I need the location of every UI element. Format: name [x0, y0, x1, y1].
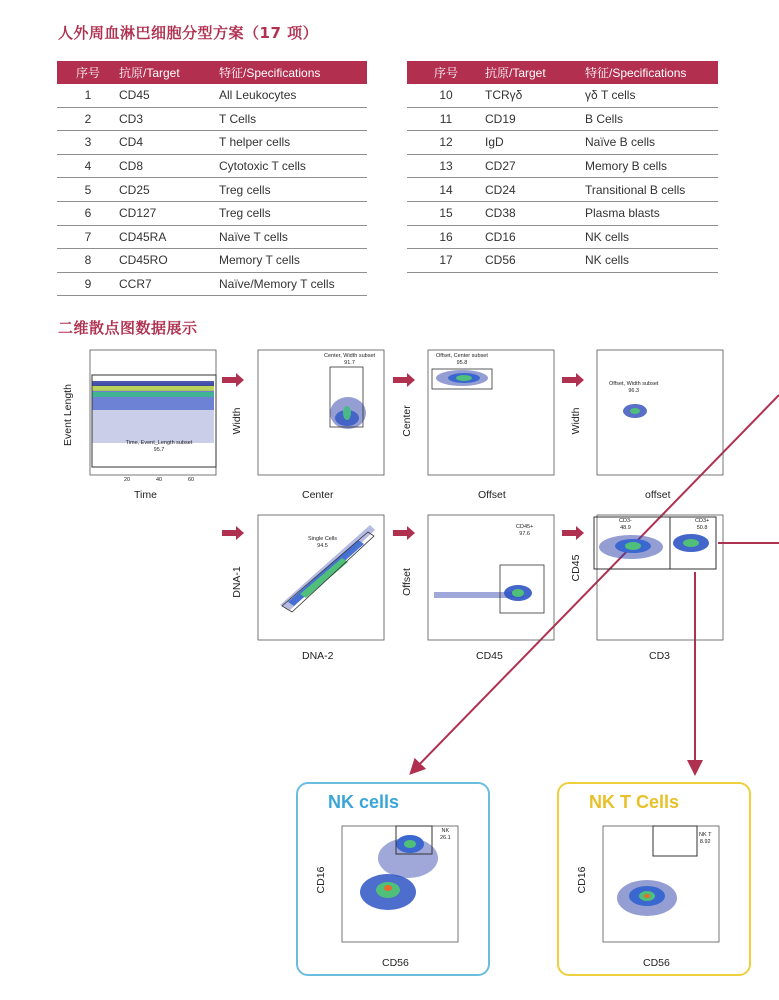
x-axis-label: offset: [645, 489, 671, 501]
plot-center-width: [230, 345, 390, 505]
cell-spec: Naïve/Memory T cells: [219, 272, 367, 296]
cell-target: CD25: [119, 178, 219, 202]
cell-spec: All Leukocytes: [219, 84, 367, 107]
x-axis-label: CD56: [382, 957, 409, 969]
gate-label: Center, Width subset 91.7: [324, 353, 376, 366]
cell-target: CD27: [485, 154, 585, 178]
cell-target: CD16: [485, 225, 585, 249]
cell-target: CD8: [119, 154, 219, 178]
cell-no: 15: [407, 201, 485, 225]
plot-cd3-cd45: [569, 510, 729, 670]
x-axis-label: DNA-2: [302, 650, 334, 662]
x-axis-label: CD56: [643, 957, 670, 969]
x-axis-label: CD45: [476, 650, 503, 662]
cell-no: 6: [57, 201, 119, 225]
gate-label: Single Cells 94.5: [308, 536, 338, 549]
plot-offset-width: [569, 345, 729, 505]
cell-spec: Plasma blasts: [585, 201, 718, 225]
x-tick: 20: [124, 477, 131, 483]
y-axis-label: Center: [401, 405, 413, 437]
col-target: 抗原/Target: [119, 61, 219, 84]
nk-cells-box: [296, 782, 490, 976]
cell-no: 8: [57, 249, 119, 273]
cell-spec: Treg cells: [219, 178, 367, 202]
gate-label: Time, Event_Length subset 95.7: [125, 440, 193, 453]
cell-spec: Memory B cells: [585, 154, 718, 178]
cell-spec: T Cells: [219, 107, 367, 131]
cell-spec: Memory T cells: [219, 249, 367, 273]
cell-spec: Naïve B cells: [585, 131, 718, 155]
y-axis-label: Offset: [401, 568, 413, 596]
cell-no: 16: [407, 225, 485, 249]
cell-target: CD45RA: [119, 225, 219, 249]
cell-no: 3: [57, 131, 119, 155]
gate-label: NK 26.1: [440, 828, 451, 841]
cell-no: 4: [57, 154, 119, 178]
cell-no: 10: [407, 84, 485, 107]
cell-spec: NK cells: [585, 225, 718, 249]
cell-target: CD38: [485, 201, 585, 225]
cell-no: 9: [57, 272, 119, 296]
cell-no: 11: [407, 107, 485, 131]
cell-target: CCR7: [119, 272, 219, 296]
gate-label: Offset, Center subset 95.8: [436, 353, 488, 366]
cell-target: CD4: [119, 131, 219, 155]
cell-spec: Transitional B cells: [585, 178, 718, 202]
cell-no: 1: [57, 84, 119, 107]
cell-no: 2: [57, 107, 119, 131]
cell-target: IgD: [485, 131, 585, 155]
nkt-cells-box: [557, 782, 751, 976]
y-axis-label: Width: [570, 407, 582, 435]
cell-no: 14: [407, 178, 485, 202]
cell-no: 13: [407, 154, 485, 178]
y-axis-label: Event Length: [62, 384, 74, 446]
cell-target: CD45: [119, 84, 219, 107]
cell-target: CD45RO: [119, 249, 219, 273]
gate-label: CD45+ 97.6: [516, 524, 534, 537]
cell-spec: NK cells: [585, 249, 718, 273]
cell-target: CD56: [485, 249, 585, 273]
cell-spec: B Cells: [585, 107, 718, 131]
cell-no: 7: [57, 225, 119, 249]
gate-label: CD3- 48.9: [619, 518, 632, 531]
x-axis-label: Offset: [478, 489, 506, 501]
section-title-panel: 人外周血淋巴细胞分型方案（17 项）: [58, 24, 319, 42]
cell-target: TCRγδ: [485, 84, 585, 107]
box-title: NK cells: [328, 792, 400, 812]
cell-no: 17: [407, 249, 485, 273]
plot-time-event-length: [62, 345, 222, 500]
plot-offset-center: [400, 345, 560, 505]
x-axis-label: CD3: [649, 650, 671, 662]
x-axis-label: Center: [302, 489, 334, 501]
gate-label: NK T 8.92: [699, 832, 712, 845]
y-axis-label: Width: [231, 407, 243, 435]
x-tick: 40: [156, 477, 163, 483]
x-tick: 60: [188, 477, 195, 483]
box-title: NK T Cells: [589, 792, 680, 812]
y-axis-label: CD16: [315, 866, 327, 894]
x-axis-label: Time: [134, 489, 157, 501]
cell-no: 12: [407, 131, 485, 155]
y-axis-label: CD45: [570, 554, 582, 582]
col-spec: 特征/Specifications: [585, 61, 718, 84]
col-target: 抗原/Target: [485, 61, 585, 84]
cell-spec: Naïve T cells: [219, 225, 367, 249]
y-axis-label: CD16: [576, 866, 588, 894]
cell-spec: γδ T cells: [585, 84, 718, 107]
gate-label: Offset, Width subset 96.3: [609, 381, 659, 394]
col-no: 序号: [57, 61, 119, 84]
plot-dna: [230, 510, 390, 670]
cell-target: CD127: [119, 201, 219, 225]
cell-target: CD3: [119, 107, 219, 131]
col-no: 序号: [407, 61, 485, 84]
gate-label-2: CD3+ 50.8: [695, 518, 710, 531]
y-axis-label: DNA-1: [231, 566, 243, 598]
cell-spec: T helper cells: [219, 131, 367, 155]
cell-spec: Cytotoxic T cells: [219, 154, 367, 178]
cell-no: 5: [57, 178, 119, 202]
section-title-scatter: 二维散点图数据展示: [58, 319, 198, 337]
plot-cd45-offset: [400, 510, 560, 670]
col-spec: 特征/Specifications: [219, 61, 367, 84]
cell-target: CD19: [485, 107, 585, 131]
cell-target: CD24: [485, 178, 585, 202]
cell-spec: Treg cells: [219, 201, 367, 225]
